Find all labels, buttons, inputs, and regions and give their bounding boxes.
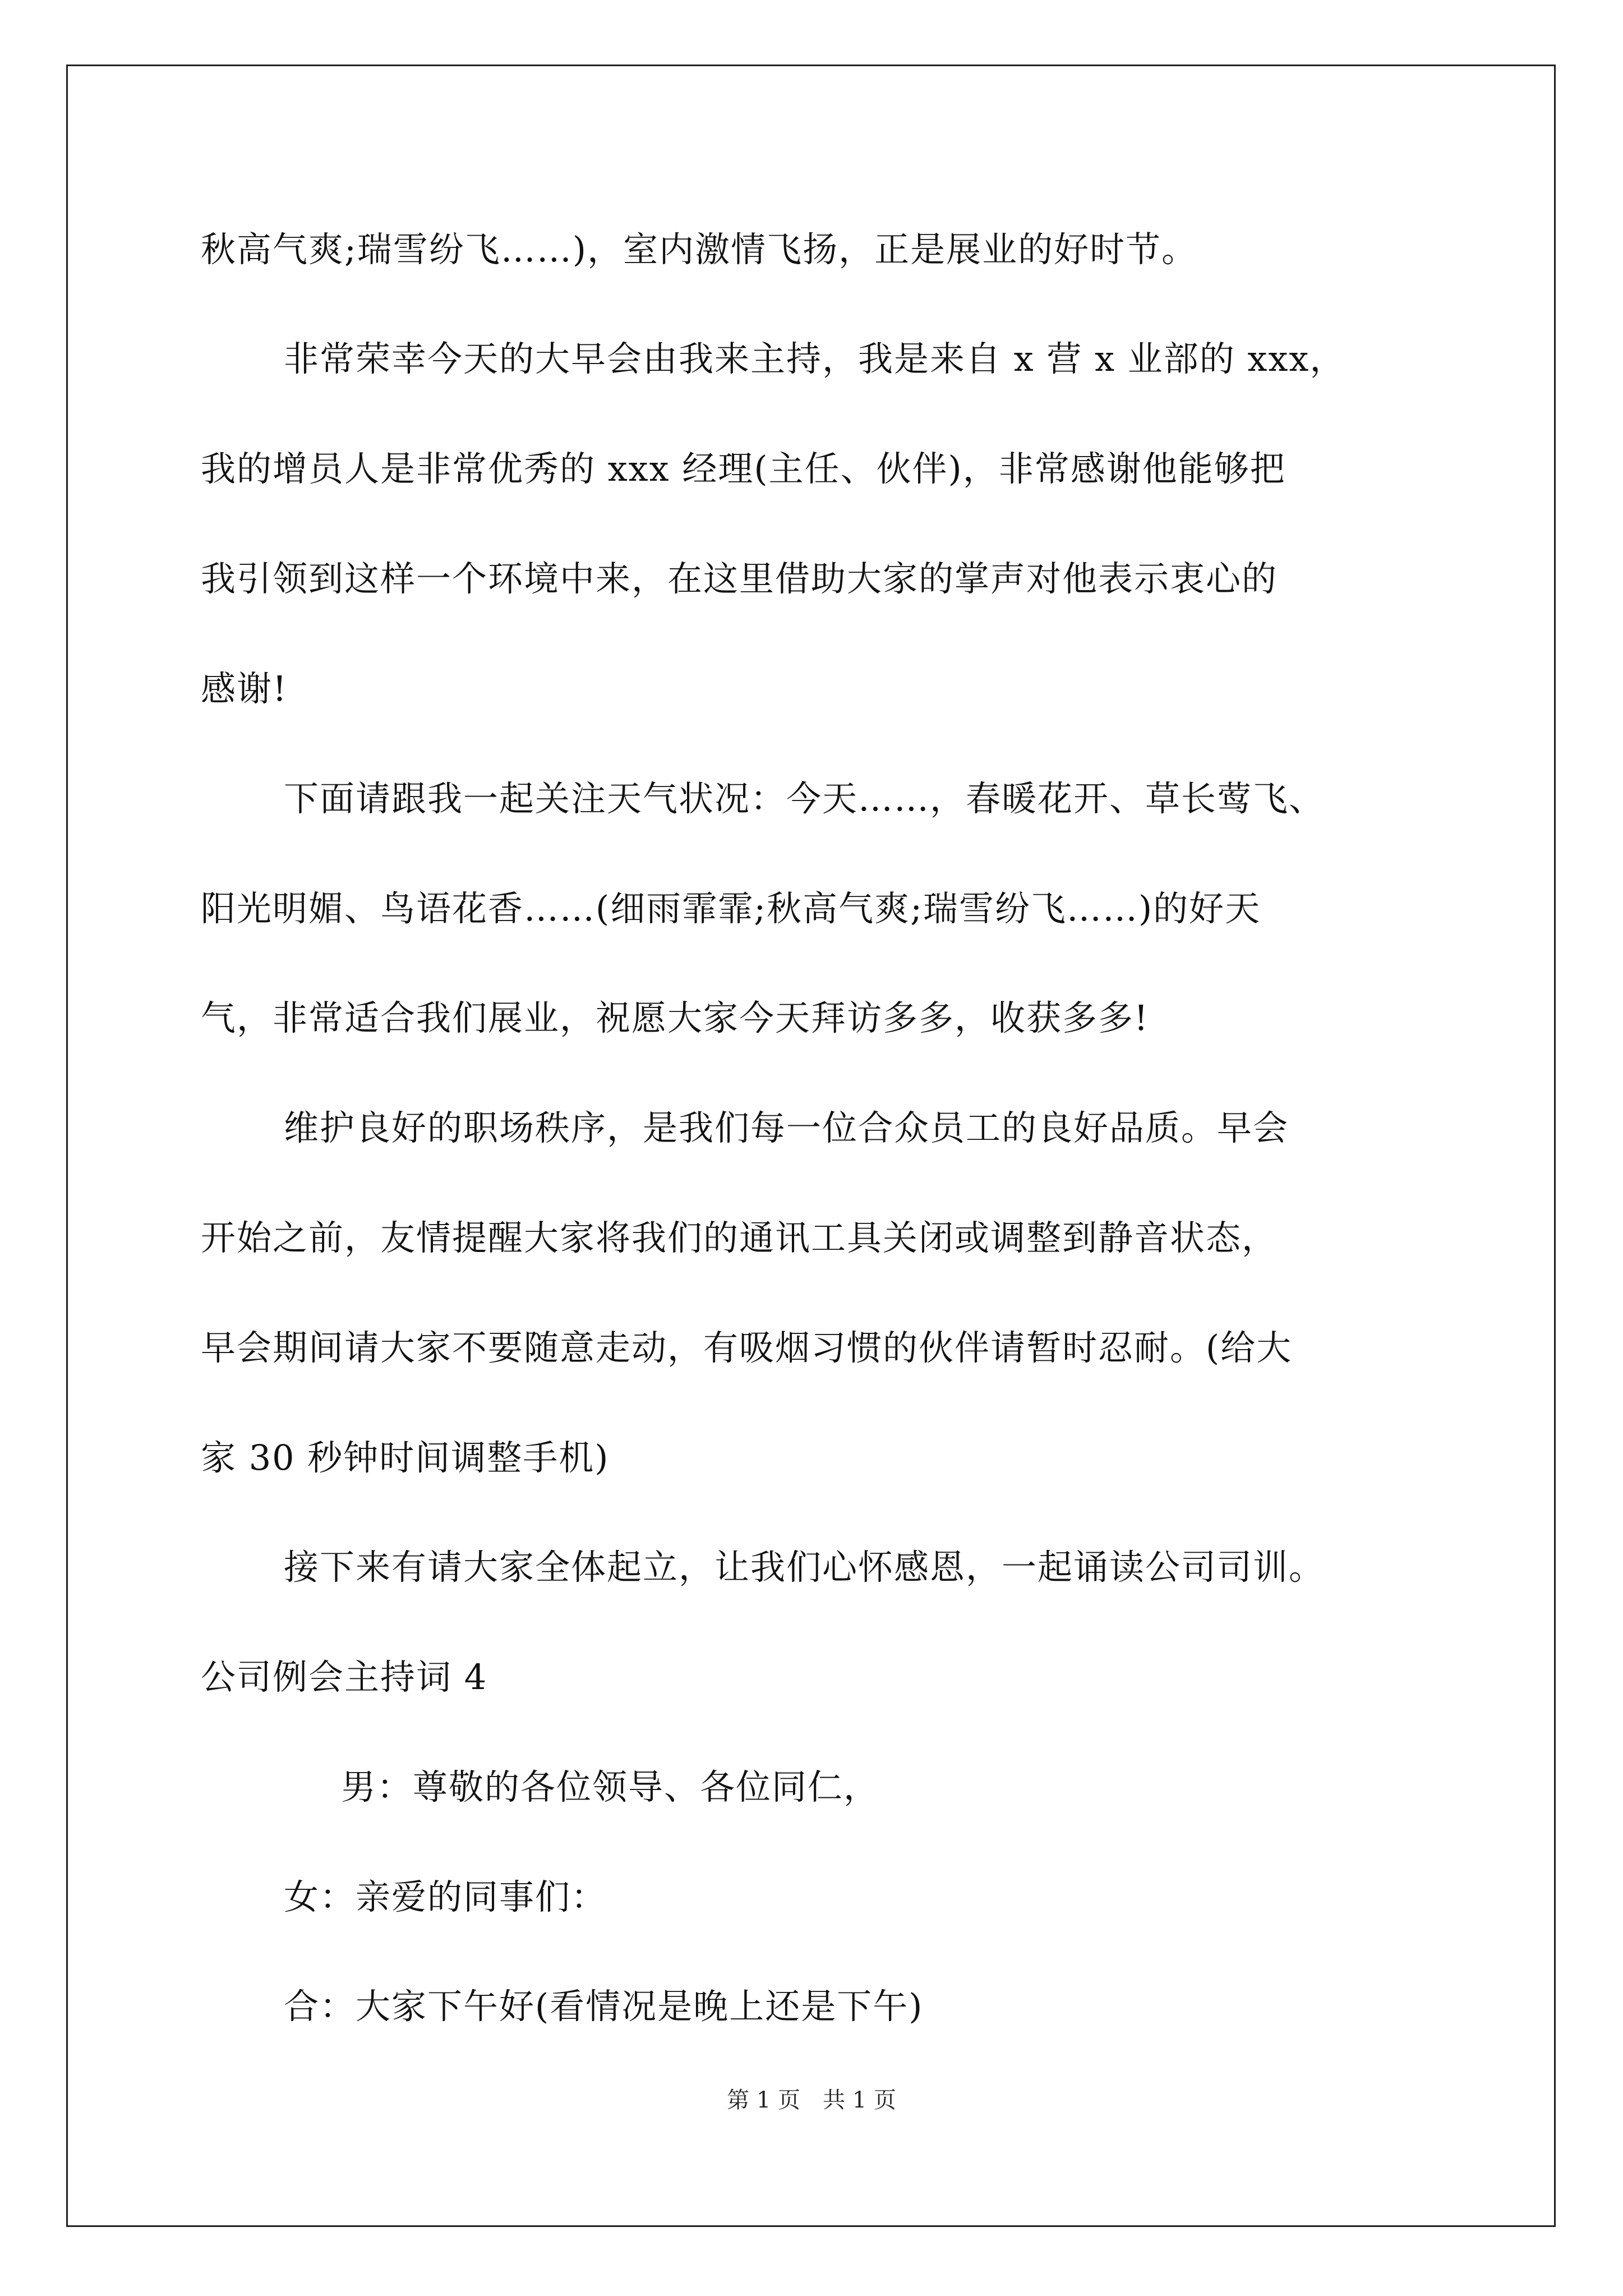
- page-footer: 第 1 页 共 1 页: [727, 2087, 896, 2113]
- dialogue-line-together: 合：大家下午好(看情况是晚上还是下午): [284, 1986, 924, 2027]
- paragraph-start-line: 非常荣幸今天的大早会由我来主持，我是来自 x 营 x 业部的 xxx，: [284, 338, 1346, 379]
- dialogue-line-female: 女：亲爱的同事们：: [284, 1876, 607, 1917]
- paragraph-start-line: 维护良好的职场秩序，是我们每一位合众员工的良好品质。早会: [284, 1107, 1289, 1148]
- section-heading: 公司例会主持词 4: [201, 1657, 488, 1697]
- text-line: 开始之前，友情提醒大家将我们的通讯工具关闭或调整到静音状态，: [201, 1217, 1278, 1258]
- text-line: 气，非常适合我们展业，祝愿大家今天拜访多多，收获多多!: [201, 997, 1149, 1038]
- text-line: 家 30 秒钟时间调整手机): [201, 1437, 610, 1478]
- dialogue-line-male: 男：尊敬的各位领导、各位同仁，: [341, 1766, 880, 1807]
- text-line: 感谢!: [201, 668, 288, 709]
- paragraph-start-line: 下面请跟我一起关注天气状况：今天……，春暖花开、草长莺飞、: [284, 778, 1325, 819]
- text-line: 早会期间请大家不要随意走动，有吸烟习惯的伙伴请暂时忍耐。(给大: [201, 1327, 1293, 1368]
- text-line: 我的增员人是非常优秀的 xxx 经理(主任、伙伴)，非常感谢他能够把: [201, 448, 1286, 489]
- paragraph-start-line: 接下来有请大家全体起立，让我们心怀感恩，一起诵读公司司训。: [284, 1547, 1325, 1588]
- text-line: 我引领到这样一个环境中来，在这里借助大家的掌声对他表示衷心的: [201, 558, 1278, 599]
- text-line: 秋高气爽;瑞雪纷飞……)，室内激情飞扬，正是展业的好时节。: [201, 229, 1198, 270]
- text-line: 阳光明媚、鸟语花香……(细雨霏霏;秋高气爽;瑞雪纷飞……)的好天: [201, 888, 1261, 929]
